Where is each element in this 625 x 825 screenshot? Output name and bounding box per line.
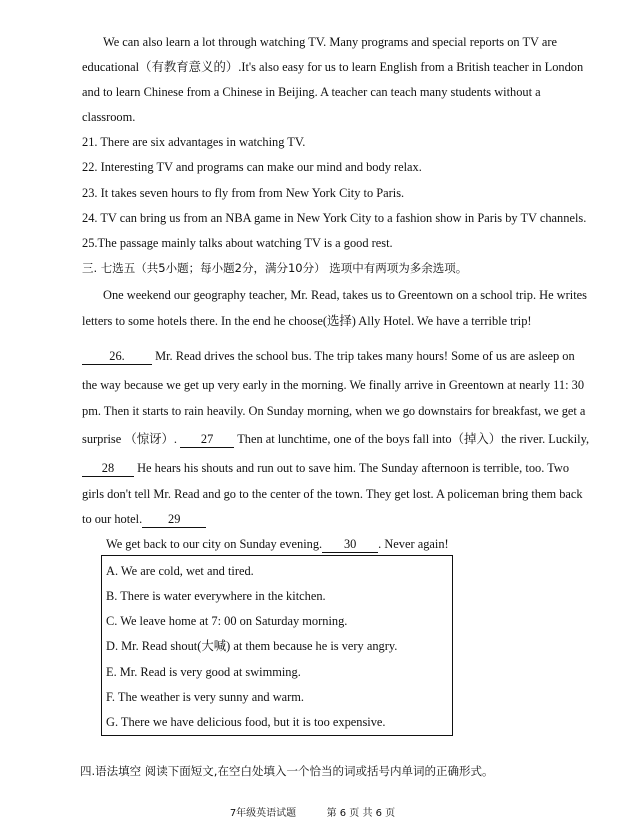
option-b[interactable]: B. There is water everywhere in the kitchen. bbox=[106, 589, 326, 603]
passage-text: Mr. Read drives the school bus. The trip takes many hours! Some of us are asleep on bbox=[152, 349, 575, 363]
options-box bbox=[101, 555, 453, 736]
blank-29[interactable]: 29 bbox=[142, 511, 206, 528]
para1-line4: classroom. bbox=[82, 110, 136, 124]
option-d[interactable]: D. Mr. Read shout(大喊) at them because he is very angry. bbox=[106, 639, 398, 653]
para1-line2: educational（有教育意义的）.It's also easy for us to learn English from a British teacher in London bbox=[82, 60, 584, 74]
passage-p1-line1: One weekend our geography teacher, Mr. Read, takes us to Greentown on a school trip. He writes bbox=[103, 288, 587, 302]
passage-p2-line1 bbox=[82, 348, 575, 365]
passage-p2-line4 bbox=[82, 431, 589, 448]
passage-text: Then at lunchtime, one of the boys fall into（掉入）the river. Luckily, bbox=[234, 432, 590, 446]
option-c[interactable]: C. We leave home at 7: 00 on Saturday morning. bbox=[106, 614, 348, 628]
option-g[interactable]: G. There we have delicious food, but it is too expensive. bbox=[106, 715, 386, 729]
passage-text: He hears his shouts and run out to save him. The Sunday afternoon is terrible, too. Two bbox=[134, 461, 570, 475]
question-23: 23. It takes seven hours to fly from from New York City to Paris. bbox=[82, 186, 405, 200]
question-25: 25.The passage mainly talks about watching TV is a good rest. bbox=[82, 236, 393, 250]
blank-28[interactable]: 28 bbox=[82, 460, 134, 477]
option-a[interactable]: A. We are cold, wet and tired. bbox=[106, 564, 254, 578]
footer-page-number: 第 6 页 共 6 页 bbox=[326, 808, 396, 819]
passage-p2-line7 bbox=[82, 511, 206, 528]
page-footer bbox=[0, 804, 625, 819]
footer-title: 7年级英语试题 bbox=[229, 808, 297, 819]
para1-line3: and to learn Chinese from a Chinese in Beijing. A teacher can teach many students without a bbox=[82, 85, 541, 99]
question-24: 24. TV can bring us from an NBA game in New York City to a fashion show in Paris by TV channels. bbox=[82, 211, 587, 225]
section3-heading: 三. 七选五（共5小题；每小题2分，满分10分） 选项中有两项为多余选项。 bbox=[82, 261, 468, 275]
passage-text: We get back to our city on Sunday evening. bbox=[106, 537, 323, 551]
option-e[interactable]: E. Mr. Read is very good at swimming. bbox=[106, 665, 301, 679]
option-f[interactable]: F. The weather is very sunny and warm. bbox=[106, 690, 305, 704]
passage-p2-line6: girls don't tell Mr. Read and go to the center of the town. They get lost. A policeman bring them back bbox=[82, 487, 583, 501]
passage-text: surprise （惊讶）. bbox=[82, 432, 181, 446]
passage-p3 bbox=[106, 536, 449, 553]
blank-26[interactable]: 26. bbox=[82, 348, 152, 365]
question-22: 22. Interesting TV and programs can make our mind and body relax. bbox=[82, 160, 422, 174]
blank-30[interactable]: 30 bbox=[322, 536, 378, 553]
passage-p2-line3: pm. Then it starts to rain heavily. On Sunday morning, when we go downstairs for breakfast, we get a bbox=[82, 404, 586, 418]
section4-heading: 四.语法填空 阅读下面短文,在空白处填入一个恰当的词或括号内单词的正确形式。 bbox=[80, 764, 494, 778]
passage-p2-line2: the way because we get up very early in the morning. We finally arrive in Greentown at nearly 11: 30 bbox=[82, 378, 585, 392]
passage-p2-line5 bbox=[82, 460, 569, 477]
para1-line1: We can also learn a lot through watching TV. Many programs and special reports on TV are bbox=[103, 35, 558, 49]
blank-27[interactable]: 27 bbox=[180, 431, 234, 448]
passage-p1-line2: letters to some hotels there. In the end he choose(选择) Ally Hotel. We have a terrible trip! bbox=[82, 314, 532, 328]
question-21: 21. There are six advantages in watching TV. bbox=[82, 135, 306, 149]
passage-text: to our hotel. bbox=[82, 512, 143, 526]
passage-text: . Never again! bbox=[378, 537, 449, 551]
